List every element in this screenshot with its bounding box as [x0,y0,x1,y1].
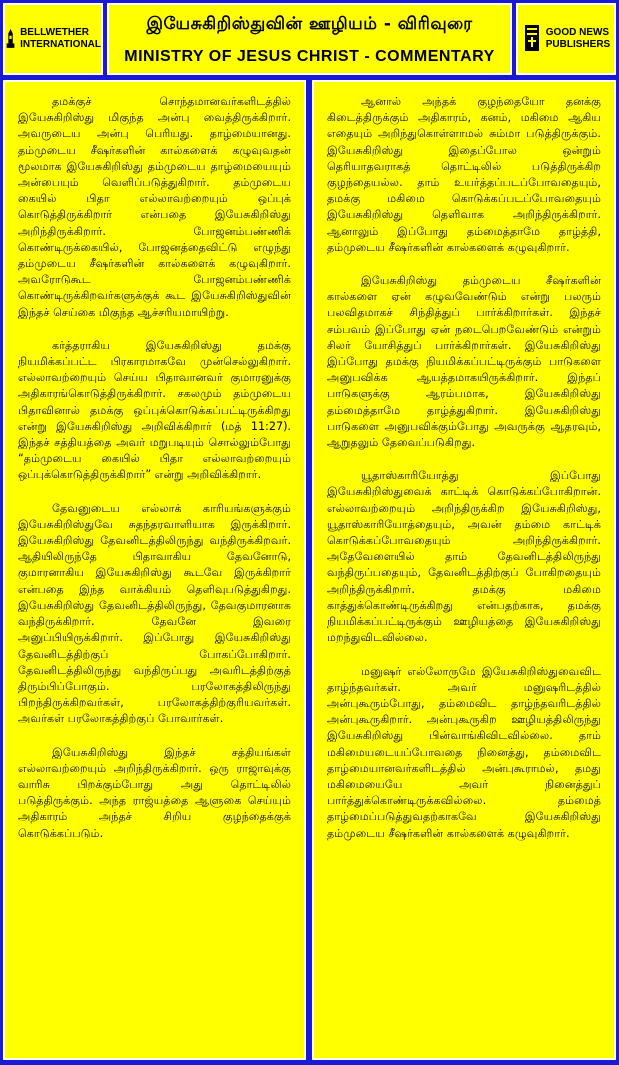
bell-tower-icon [5,19,16,59]
bellwether-line1: BELLWETHER [20,27,89,38]
good-news-line1: GOOD NEWS [545,27,610,38]
good-news-logo [516,3,616,75]
paragraph: யூதாஸ்காரியோத்து இப்போது இயேசுகிறிஸ்துவைக் காட்டிக் கொடுக்கப்போகிறான். எல்லாவற்றையும் அறிந்திருக்கிற இயேசுகிறிஸ்து, யூதாஸ்காரியோத்தையும், அவன் தம்மை காட்டிக் கொடுக்கப்போவதையும் அறிந்திருக்கிறார். அதேவேளையில் தாம் தேவனிடத்திலிருந்து வந்திருப்பதையும், தேவனிடத்திற்குப் போகிறதையும் அறிந்திருக்கிறார். தமக்கு மகிமை காத்துக்கொண்டிருக்கிறது என்பதற்காக, தமக்கு நியமிக்கப்பட்டிருக்கும் ஊழியத்தை இயேசுகிறிஸ்து மறந்துவிடவில்லை. [327,469,601,645]
paragraph: தேவனுடைய எல்லாக் காரியங்களுக்கும் இயேசுகிறிஸ்துவே சுதந்தரவாளியாக இருக்கிறார். இயேசுகிறிஸ்து தேவனிடத்திலிருந்து வந்திருக்கிறவர். ஆதியிலிருந்தே பிதாவாகிய தேவனோடு, குமாரனாகிய இயேசுகிறிஸ்து கூடவே இருக்கிறார் என்பதை இந்த வாக்கியம் தெளிவுபடுத்துகிறது. இயேசுகிறிஸ்து தேவனிடத்திலிருந்து, தேவகுமாரனாக வந்திருக்கிறார். தேவனே இவரை அனுப்பியிருக்கிறார். இப்போது இயேசுகிறிஸ்து தேவனிடத்திற்குப் போகப்போகிறார். தேவனிடத்திலிருந்து வந்திருப்பது அவரிடத்திற்குத் திரும்பிப்போகும். பரலோகத்திலிருந்து பிறந்திருக்கிறவர்கள், பரலோகத்திற்குரியவர்கள். அவர்கள் பரலோகத்திற்குப் போவார்கள். [18,501,291,726]
bellwether-logo [3,3,103,75]
book-icon [522,19,542,59]
title-box [107,3,512,75]
right-column [312,80,616,1060]
paragraph: ஆனால் அந்தக் குழந்தையோ தனக்கு கிடைத்திருக்கும் அதிகாரம், கனம், மகிமை ஆகிய எதையும் அறிந்துகொள்ளாமல் சும்மா படுத்திருக்கும். இயேசுகிறிஸ்து இதைப்போல ஒன்றும் தெரியாதவராகத் தொட்டிலில் படுத்திருக்கிற குழந்தையல்ல. தாம் உயர்த்தப்படப்போவதையும், தமக்கு மகிமை கொடுக்கப்படப்போவதையும் இயேசுகிறிஸ்து தெளிவாக அறிந்திருக்கிறார். ஆனாலும் இப்போது தம்மைத்தாமே தாழ்த்தி, தம்முடைய சீஷர்களின் கால்களைக் கழுவுகிறார். [327,95,601,254]
header [3,3,616,75]
paragraph: தமக்குச் சொந்தமானவர்களிடத்தில் இயேசுகிறிஸ்து மிகுந்த அன்பு வைத்திருக்கிறார். அவருடைய அன்பு பெரியது. தாழ்மையானது. தம்முடைய சீஷர்களின் கால்களைக் கழுவுவதன் மூலமாக இயேசுகிறிஸ்து தம்முடைய தாழ்மையையும் அன்பையும் வெளிப்படுத்துகிறார். தம்முடைய கையில் பிதா எல்லாவற்றையும் ஒப்புக் கொடுத்திருக்கிறார் என்பதை இயேசுகிறிஸ்து அறிந்திருக்கிறார். போஜனம்பண்ணிக் கொண்டிருக்கையில், போஜனத்தைவிட்டு எழுந்து தம்முடைய சீஷர்களின் கால்களைக் கழுவுகிறார். அவரோடுகூட போஜனம்பண்ணிக் கொண்டிருக்கிறவர்களுக்குக் கூட இயேசுகிறிஸ்துவின் இந்தச் செய்கை மிகுந்த ஆச்சரியமாயிற்று. [18,95,291,319]
good-news-line2: PUBLISHERS [545,39,611,50]
bellwether-logo-text [20,27,101,51]
good-news-logo-text [546,27,610,51]
paragraph: இயேசுகிறிஸ்து தம்முடைய சீஷர்களின் கால்களை ஏன் கழுவவேண்டும் என்று பலரும் பலவிதமாகச் சிந்தித்துப் பார்க்கிறார்கள். இந்தச் சம்பவம் இப்போது ஏன் நடைபெறவேண்டும் என்றும் சிலர் யோசித்துப் பார்க்கிறார்கள். இயேசுகிறிஸ்து இப்போது தமக்கு நியமிக்கப்பட்டிருக்கும் பாடுகளை அனுபவிக்க ஆயத்தமாகயிருக்கிறார். இந்தப் பாடுகளுக்கு ஆரம்பமாக, இயேசுகிறிஸ்து தம்மைத்தாமே தாழ்த்துகிறார். இயேசுகிறிஸ்து பாடுகளை அனுபவிக்கும்போது அவருக்கு ஆதரவும், ஆறுதலும் தேவைப்படுகிறது. [327,274,601,450]
title-english: MINISTRY OF JESUS CHRIST - COMMENTARY [124,48,495,65]
paragraph: மனுஷர் எல்லோருமே இயேசுகிறிஸ்துவைவிட தாழ்ந்தவர்கள். அவர் மனுஷரிடத்தில் அன்புகூரும்போது, தம்மைவிட தாழ்ந்தவரிடத்தில் அன்புகூருகிறார். அன்புகூருகிற ஊழியத்திலிருந்து இயேசுகிறிஸ்து பின்வாங்கிவிடவில்லை. தாம் மகிமையடையப்போவதை நினைத்து, தம்மைவிட தாழ்மையானவர்களிடத்தில் அன்புகூராமல், தமது மகிமையையே அவர் நினைத்துப் பார்த்துக்கொண்டிருக்கவில்லை. தம்மைத் தாழ்மைப்படுத்துவதற்காகவே இயேசுகிறிஸ்து தம்முடைய சீஷர்களின் கால்களைக் கழுவுகிறார். [327,664,601,840]
left-column [3,80,306,1060]
bellwether-line2: INTERNATIONAL [20,39,101,50]
paragraph: இயேசுகிறிஸ்து இந்தச் சத்தியங்கள் எல்லாவற்றையும் அறிந்திருக்கிறார். ஒரு ராஜாவுக்கு வாரிசு பிறக்கும்போது அது தொட்டிலில் படுத்திருக்கும். அந்த ராஜ்யத்தை ஆளுகை செய்யும் அதிகாரம் அந்தச் சிறிய குழந்தைக்குக் கொடுக்கப்படும். [18,745,291,840]
title-tamil: இயேசுகிறிஸ்துவின் ஊழியம் - விரிவுரை [146,14,473,34]
paragraph: கர்த்தராகிய இயேசுகிறிஸ்து தமக்கு நியமிக்கப்பட்ட பிரகாரமாகவே முன்செல்லுகிறார். எல்லாவற்றையும் செய்ய பிதாவானவர் குமாரனுக்கு அதிகாரங்கொடுத்திருக்கிறார். சகலமும் தம்முடைய பிதாவினால் தமக்கு ஒப்புக்கொடுக்கப்பட்டிருக்கிறது என்று இயேசுகிறிஸ்து அறிவிக்கிறார் (மத் 11:27). இந்தச் சத்தியத்தை அவர் மறுபடியும் சொல்லும்போது “தம்முடைய கையில் பிதா எல்லாவற்றையும் ஒப்புக்கொடுத்திருக்கிறார்” என்று அறிவிக்கிறார். [18,338,291,482]
